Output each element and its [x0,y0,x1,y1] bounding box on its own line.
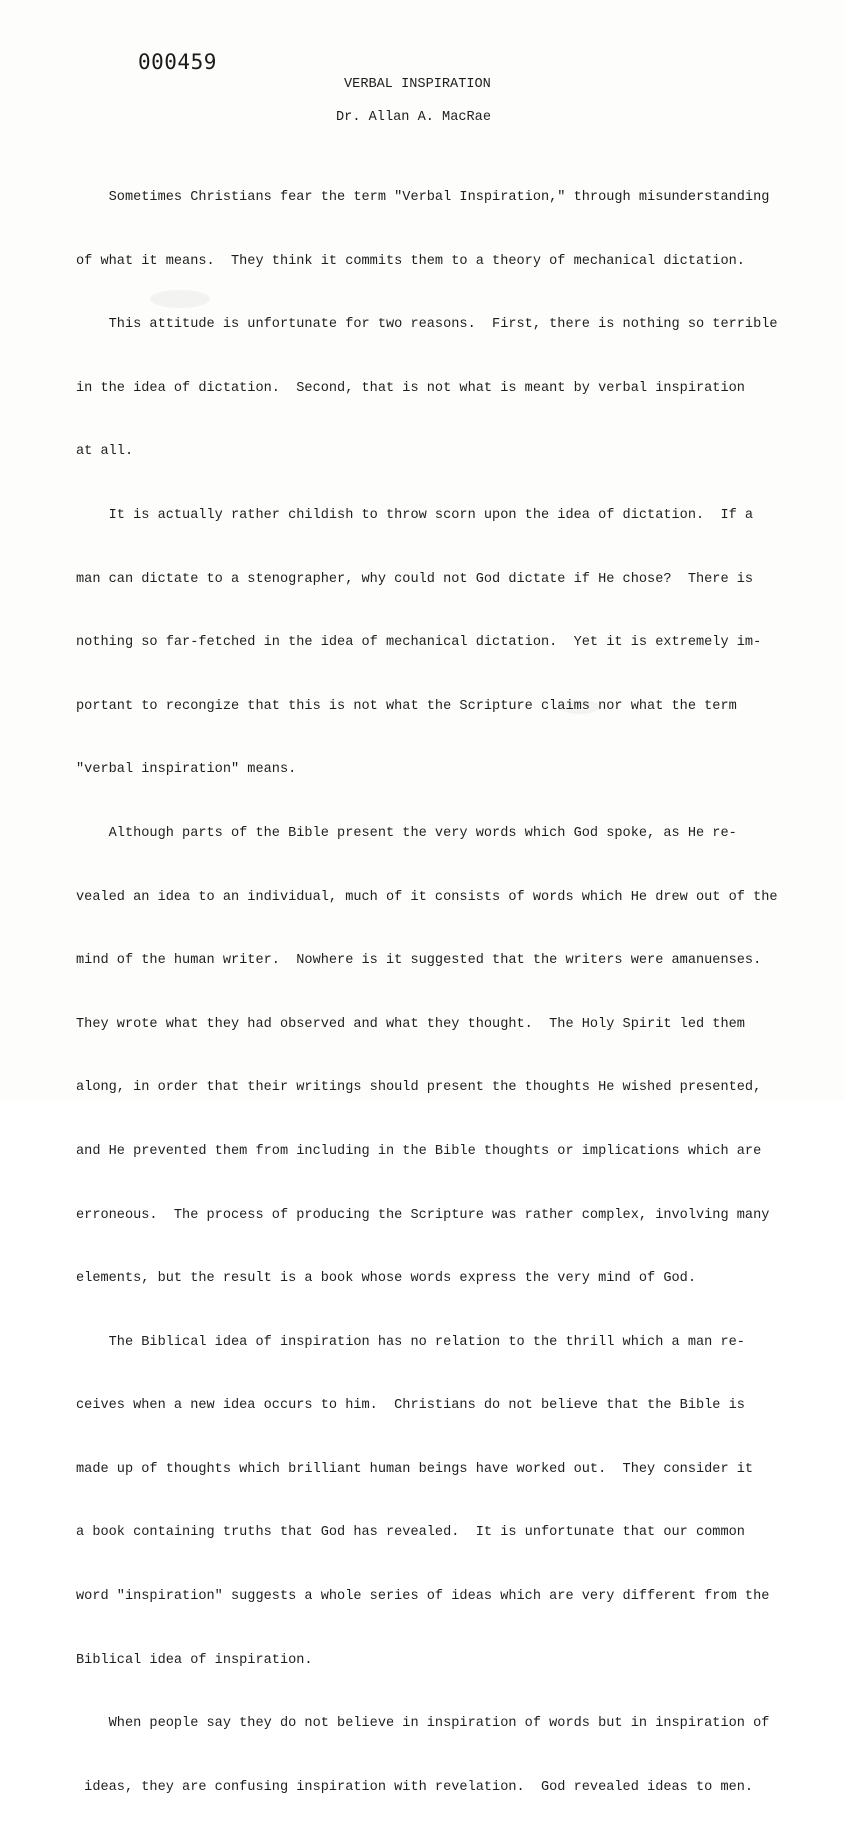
text-line: "verbal inspiration" means. [76,762,297,778]
text-line: along, in order that their writings should present the thoughts He wished presented, [76,1080,762,1096]
text-line: erroneous. The process of producing the Scripture was rather complex, involving many [76,1207,770,1223]
text-line: at all. [76,444,134,460]
text-line: It is actually rather childish to throw scorn upon the idea of dictation. If a [76,507,754,523]
paper-smudge [150,290,210,308]
text-line: a book containing truths that God has revealed. It is unfortunate that our common [76,1525,745,1541]
text-line: mind of the human writer. Nowhere is it suggested that the writers were amanuenses. [76,953,762,969]
text-line: man can dictate to a stenographer, why could not God dictate if He chose? There is [76,571,754,587]
text-line: made up of thoughts which brilliant human beings have worked out. They consider it [76,1461,754,1477]
text-line: nothing so far-fetched in the idea of mechanical dictation. Yet it is extremely im- [76,635,762,651]
paper-smudge [560,700,600,714]
text-line: elements, but the result is a book whose words express the very mind of God. [76,1271,696,1287]
text-line: vealed an idea to an individual, much of it consists of words which He drew out of the [76,889,778,905]
document-number: 000459 [138,50,217,74]
text-line: of what it means. They think it commits them to a theory of mechanical dictation. [76,253,745,269]
text-line: ideas, they are confusing inspiration with revelation. God revealed ideas to men. [76,1779,754,1795]
document-body [76,159,778,1842]
text-line: They wrote what they had observed and what they thought. The Holy Spirit led them [76,1016,745,1032]
text-line: Biblical idea of inspiration. [76,1652,313,1668]
document-title: VERBAL INSPIRATION [344,77,491,92]
text-line: This attitude is unfortunate for two reasons. First, there is nothing so terrible [76,317,778,333]
text-line: and He prevented them from including in the Bible thoughts or implications which are [76,1143,762,1159]
text-line: portant to recongize that this is not what the Scripture claims nor what the term [76,698,737,714]
text-line: word "inspiration" suggests a whole series of ideas which are very different from the [76,1589,770,1605]
text-line: Sometimes Christians fear the term "Verbal Inspiration," through misunderstanding [76,190,770,205]
document-author: Dr. Allan A. MacRae [336,110,491,125]
text-line: in the idea of dictation. Second, that is not what is meant by verbal inspiration [76,380,745,396]
text-line: Although parts of the Bible present the very words which God spoke, as He re- [76,825,737,841]
text-line: When people say they do not believe in inspiration of words but in inspiration of [76,1716,770,1732]
text-line: ceives when a new idea occurs to him. Christians do not believe that the Bible is [76,1398,745,1414]
text-line: The Biblical idea of inspiration has no relation to the thrill which a man re- [76,1334,745,1350]
